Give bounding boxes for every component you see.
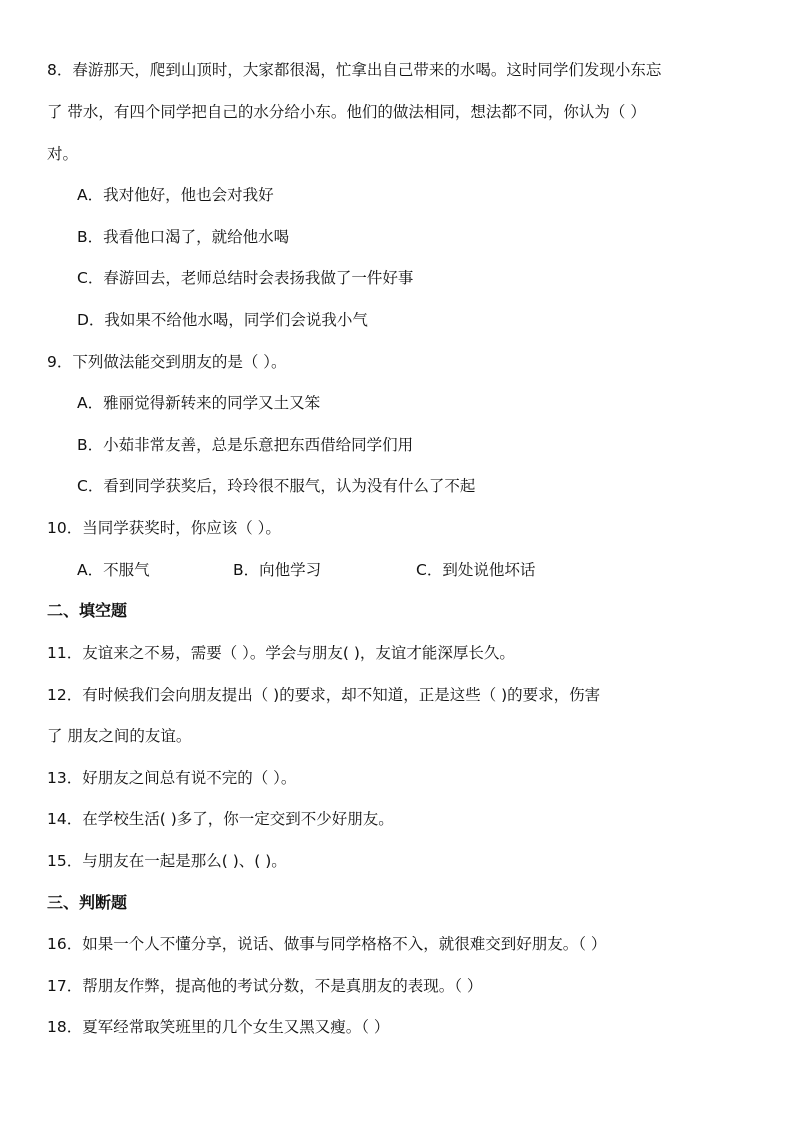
- question-9-stem: 9．下列做法能交到朋友的是（ ）。: [47, 353, 287, 371]
- question-11: 11．友谊来之不易，需要（ ）。学会与朋友( )，友谊才能深厚长久。: [47, 644, 515, 662]
- question-8-option-a: A．我对他好，他也会对我好: [77, 186, 274, 204]
- question-18: 18．夏军经常取笑班里的几个女生又黑又瘦。（ ）: [47, 1018, 390, 1036]
- question-14: 14．在学校生活( )多了，你一定交到不少好朋友。: [47, 810, 394, 828]
- question-9-option-b: B．小茹非常友善，总是乐意把东西借给同学们用: [77, 436, 414, 454]
- question-16: 16．如果一个人不懂分享，说话、做事与同学格格不入，就很难交到好朋友。（ ）: [47, 935, 607, 953]
- question-12-line-1: 12．有时候我们会向朋友提出（ )的要求，却不知道，正是这些（ )的要求，伤害: [47, 686, 601, 704]
- question-12-line-2: 了 朋友之间的友谊。: [47, 727, 192, 745]
- question-10-option-c: C．到处说他坏话: [416, 561, 536, 579]
- question-8-option-b: B．我看他口渴了，就给他水喝: [77, 228, 290, 246]
- question-8-line-1: 8．春游那天，爬到山顶时，大家都很渴，忙拿出自己带来的水喝。这时同学们发现小东忘: [47, 61, 662, 79]
- question-10-option-a: A．不服气: [77, 561, 150, 579]
- question-10-stem: 10．当同学获奖时，你应该（ ）。: [47, 519, 281, 537]
- question-8-line-3: 对。: [47, 145, 79, 163]
- question-8-line-2: 了 带水，有四个同学把自己的水分给小东。他们的做法相同，想法都不同，你认为（ ）: [47, 103, 646, 121]
- question-17: 17．帮朋友作弊，提高他的考试分数，不是真朋友的表现。（ ）: [47, 977, 483, 995]
- section-fill-in-heading: 二、填空题: [47, 601, 128, 620]
- question-9-option-c: C．看到同学获奖后，玲玲很不服气，认为没有什么了不起: [77, 477, 476, 495]
- question-10-options: [0, 559, 794, 581]
- question-9-option-a: A．雅丽觉得新转来的同学又土又笨: [77, 394, 321, 412]
- question-10-option-b: B．向他学习: [233, 561, 322, 579]
- question-8-option-c: C．春游回去，老师总结时会表扬我做了一件好事: [77, 269, 414, 287]
- question-13: 13．好朋友之间总有说不完的（ ）。: [47, 769, 297, 787]
- question-15: 15．与朋友在一起是那么( )、( )。: [47, 852, 287, 870]
- section-true-false-heading: 三、判断题: [47, 893, 128, 912]
- question-8-option-d: D．我如果不给他水喝，同学们会说我小气: [77, 311, 368, 329]
